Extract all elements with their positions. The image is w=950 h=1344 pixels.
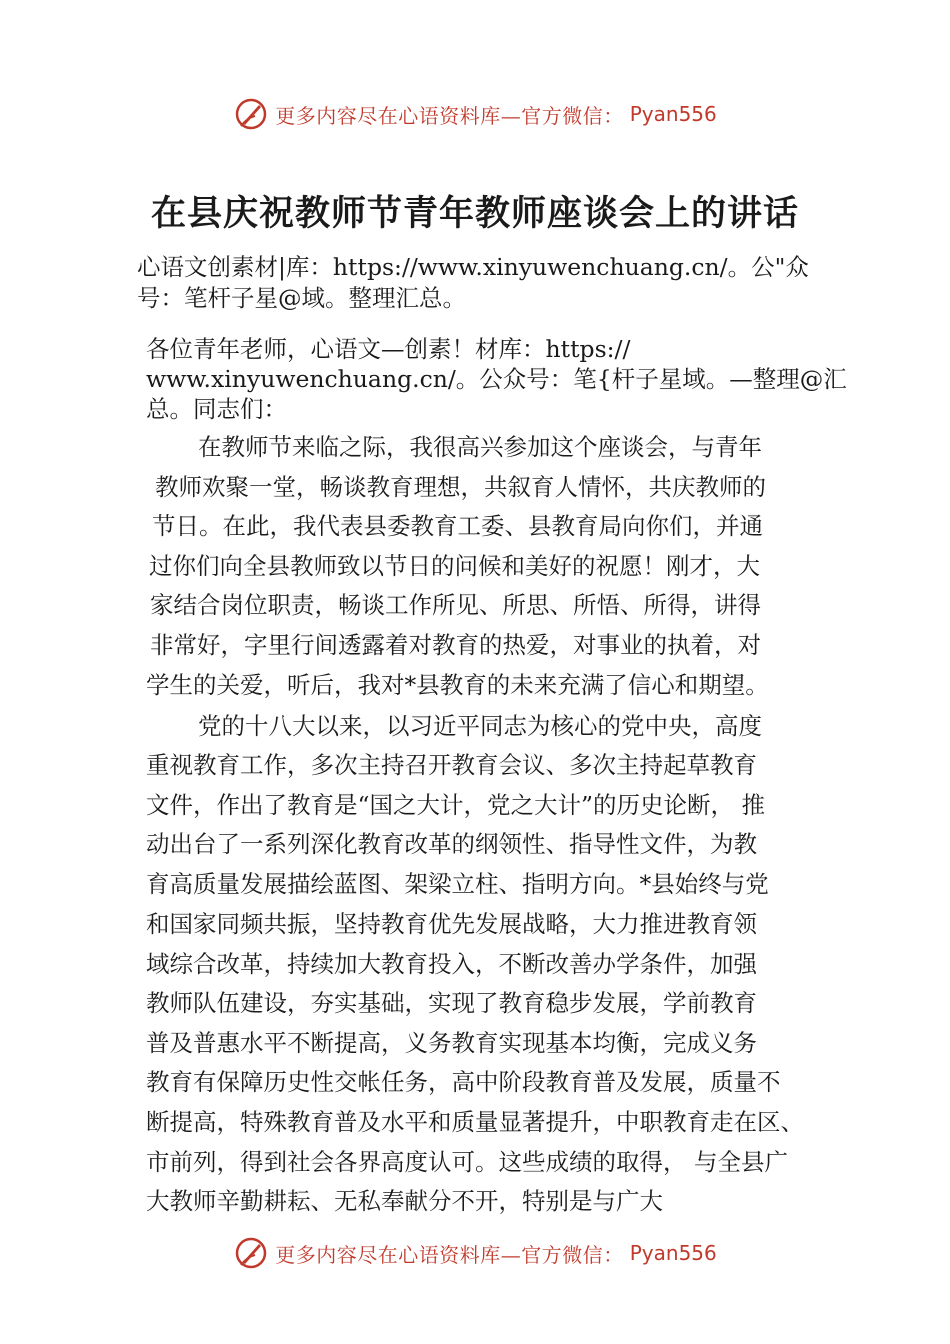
paragraph2-line: 教师队伍建设，夯实基础，实现了教育稳步发展，学前教育 — [146, 989, 757, 1017]
bottom-watermark-banner — [0, 1231, 950, 1275]
top-watermark-banner — [0, 92, 950, 136]
paragraph2-line: 和国家同频共振，坚持教育优先发展战略，大力推进教育领 — [146, 910, 757, 938]
source-line: 号：笔杆子星@域。整理汇总。 — [137, 284, 466, 312]
greeting-line: www.xinyuwenchuang.cn/。公众号：笔{杆子星域。—整理@汇 — [146, 365, 847, 393]
paragraph1-line: 学生的关爱，听后，我对*县教育的未来充满了信心和期望。 — [146, 671, 769, 699]
paragraph2-line: 党的十八大以来，以习近平同志为核心的党中央，高度 — [198, 712, 762, 740]
paragraph2-line: 动出台了一系列深化教育改革的纲领性、指导性文件，为教 — [146, 830, 757, 858]
paragraph2-line: 教育有保障历史性交帐任务，高中阶段教育普及发展，质量不 — [146, 1068, 781, 1096]
paragraph2-line: 普及普惠水平不断提高，义务教育实现基本均衡，完成义务 — [146, 1029, 757, 1057]
document-title: 在县庆祝教师节青年教师座谈会上的讲话 — [150, 193, 799, 234]
paragraph2-line: 断提高，特殊教育普及水平和质量显著提升，中职教育走在区、 — [146, 1108, 804, 1136]
paragraph1-line: 非常好，字里行间透露着对教育的热爱，对事业的执着，对 — [150, 631, 761, 659]
greeting-line: 各位青年老师，心语文—创素！材库：https:// — [146, 335, 631, 363]
paragraph2-line: 文件，作出了教育是“国之大计，党之大计”的历史论断， 推 — [146, 791, 765, 819]
paragraph2-line: 大教师辛勤耕耘、无私奉献分不开，特别是与广大 — [146, 1187, 663, 1215]
paragraph1-line: 教师欢聚一堂，畅谈教育理想，共叙育人情怀，共庆教师的 — [155, 473, 766, 501]
greeting-line: 总。同志们： — [146, 395, 287, 423]
wechat-id: Pyan556 — [629, 102, 717, 126]
watermark-text: 更多内容尽在心语资料库—官方微信： — [275, 1242, 624, 1267]
paragraph2-line: 域综合改革，持续加大教育投入，不断改善办学条件，加强 — [146, 950, 757, 978]
paragraph2-line: 市前列，得到社会各界高度认可。这些成绩的取得， 与全县广 — [146, 1148, 788, 1176]
wechat-id: Pyan556 — [629, 1241, 717, 1265]
paragraph1-line: 过你们向全县教师致以节日的问候和美好的祝愿！刚才，大 — [149, 552, 760, 580]
pen-quill-logo-icon — [233, 96, 269, 132]
paragraph1-line: 家结合岗位职责，畅谈工作所见、所思、所悟、所得，讲得 — [150, 591, 761, 619]
pen-quill-logo-icon — [233, 1235, 269, 1271]
watermark-text: 更多内容尽在心语资料库—官方微信： — [275, 103, 624, 128]
paragraph1-line: 节日。在此，我代表县委教育工委、县教育局向你们，并通 — [152, 512, 763, 540]
paragraph2-line: 育高质量发展描绘蓝图、架梁立柱、指明方向。*县始终与党 — [146, 870, 769, 898]
paragraph1-line: 在教师节来临之际，我很高兴参加这个座谈会，与青年 — [198, 433, 762, 461]
source-line: 心语文创素材|库：https://www.xinyuwenchuang.cn/。公"众 — [137, 253, 809, 281]
paragraph2-line: 重视教育工作，多次主持召开教育会议、多次主持起草教育 — [146, 751, 757, 779]
